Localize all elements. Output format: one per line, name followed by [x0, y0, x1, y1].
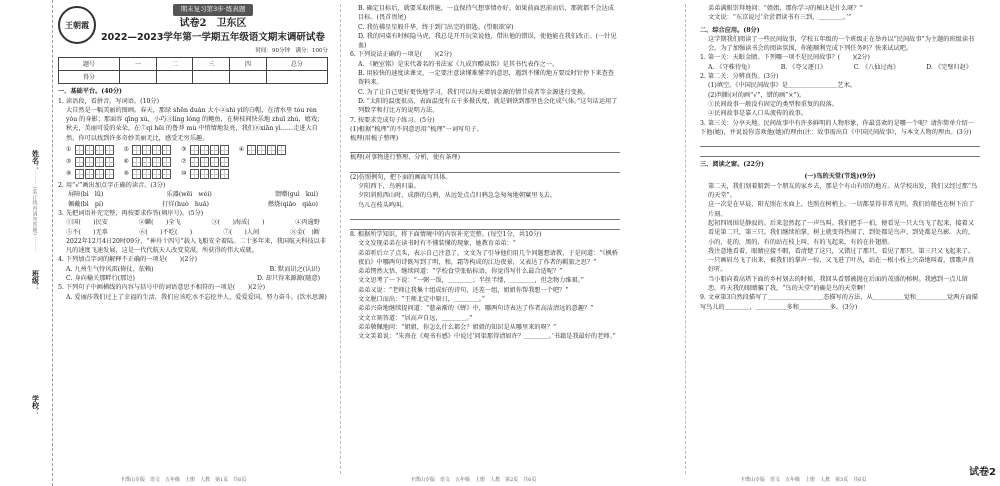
idiom-item[interactable]: ⑦( )人间 [223, 228, 260, 236]
reading-option[interactable]: 打烊(huò huā) [162, 200, 209, 208]
reading-option[interactable]: 馈赠(guì kuì) [274, 191, 318, 199]
exam-subtitle: 2022—2023学年第一学期五年级语文期末调研试卷 [101, 31, 325, 43]
q7-part-1: (1)根据“梳理”的不同意思用“梳理”一词写句子。 [350, 125, 483, 133]
idiom-item[interactable]: ①国( )民安 [66, 219, 108, 227]
q4-options-2 [58, 274, 328, 283]
q6-option-b[interactable]: B. 用较快的速度读课文，一定要注意读懂难懂字的意思，遇到不懂的地方要反时针停下来查查资料来。 [358, 70, 614, 87]
passage-title: (一)鸟的天堂(节选)(9分) [804, 173, 876, 181]
question-1: 1. 读语段，看拼音，写词语。(10分) [58, 97, 160, 105]
option-d[interactable]: D. 《完璧归赵》 [926, 63, 972, 71]
exam-number-badge: 试卷2 [969, 467, 996, 478]
pinyin-boxes-row-1 [66, 145, 328, 155]
question-4: 4. 下列加点字词的解释不正确的一项是( )(2分) [58, 256, 198, 264]
question-8: 8. 根据所学知识，将下面情境中的内容补充完整。(每空1分，共10分) [350, 230, 542, 238]
column-divider [685, 4, 686, 474]
q8-text: 弟弟又说：“老师让我集十组成好的诗句，还差一组，姐姐你帮我想一个吧？” [358, 286, 569, 294]
score-cell: 三 [193, 58, 230, 71]
q5-option-c[interactable]: C. 我仿佛星星般升华，终于到门出完的钥匙。(望眼欲穿) [358, 23, 514, 31]
answer-line[interactable] [700, 147, 980, 157]
option-a[interactable]: A. 九州生气恃风雷(倚仗、依赖) [66, 265, 154, 273]
column-3 [700, 4, 980, 474]
column-1 [58, 4, 328, 474]
idiom-row-2 [58, 228, 328, 237]
task-2: 2. 第二关：分辨真伪。(3分) [700, 73, 779, 81]
question-7: 7. 按要求完成句子练习。(5分) [350, 116, 435, 124]
idiom-item[interactable]: ⑥( )不吃( ) [139, 228, 193, 236]
passage-para: 起初四周围是静寂的。后来忽然起了一声鸟叫。我们把手一拍，便看见一只大鸟飞了起来，接着又看见第二只，第三只。我们继续拍掌，树上就变得热闹了，到处都是鸟声，到处都是鸟影。大的，小的，花的，黑的，有的站在枝上叫，有的飞起来，有的在扑翅膀。 [708, 219, 975, 246]
option-b[interactable]: B. 默而识之(认识) [269, 265, 320, 273]
q7-comb-2: 梳理(对事物进行整理、分析，使有条理) [350, 154, 461, 162]
question-3: 3. 先把词语补充完整，再按要求作答(填序号)。(5分) [58, 209, 204, 217]
q6-option-d[interactable]: D. “太阳的温度很高，表面温度有五千多摄氏度，就是钢铁到那里也会化成气体。”这句话运用了列数字和打比方的说明方法。 [358, 97, 618, 115]
score-value-row [59, 71, 328, 84]
reading-option[interactable]: 燃烧(qiāo qiào) [267, 200, 318, 208]
class-label: 班级： [31, 270, 41, 291]
reading-option[interactable]: 佩戴(bì pí) [68, 200, 104, 208]
answer-line[interactable] [700, 137, 980, 147]
q4-options-1 [58, 265, 328, 274]
score-cell[interactable] [230, 71, 267, 84]
q5-option-a[interactable]: A. 爱丽莎我们过上了幸福的生活，我们应该吃水不忘挖井人，爱爱爱国，努力奋斗。(饮水思源) [66, 293, 327, 301]
idiom-row-1 [58, 218, 328, 227]
passage-para: 第二天，我们划着船到一个朋友的家乡去，那是个有山有塔的地方。从学校出发，我们又经过那“鸟的天堂”。 [708, 182, 978, 200]
answer-box[interactable]: ⑨ [124, 169, 172, 179]
exam-header [98, 4, 328, 45]
q8-text: 文文思考了一下说：“一粥一饭，＿＿＿＿；半丝半缕，＿＿＿＿，但念物力维艰。” [358, 277, 584, 285]
answer-line[interactable] [350, 210, 620, 220]
option-d[interactable]: D. 却只得来源源(随意) [256, 275, 320, 282]
idiom-item[interactable]: ④丙逾野 [295, 219, 320, 227]
school-label: 学校： [31, 395, 41, 416]
name-label: 姓名： [31, 150, 41, 171]
answer-box[interactable]: ⑩ [181, 169, 229, 179]
section-2-title: 二、综合应用。(8分) [700, 26, 760, 34]
score-cell: 二 [156, 58, 193, 71]
example-3: 鸟儿在枝头鸣叫。 [358, 201, 408, 209]
score-cell[interactable] [156, 71, 193, 84]
task-3: 3. 第三关：分享天地。民间故事中有许多鲜明的人物形象，你最喜欢的是哪一个呢？请你简单介绍一下他(她)，并说说你喜欢他(她)的理由(注：故事需出自《中国民间故事》，与本文人物的理由。(3分) [700, 119, 974, 136]
idiom-item[interactable]: ③( )海成( ) [211, 219, 265, 227]
reading-row-1 [58, 190, 328, 199]
exam-meta: 时间：90分钟 满分：100分 [255, 48, 328, 54]
q8-text: 弟弟兴奋地继续提问道：“慈亲渐的《蝉》中，哪两句诗表达了作者高洁清远的意趣？” [358, 305, 594, 313]
q8-text: 弟弟愣然大悟，继续问道：“学校食堂张贴标语，你觉得写什么最合适呢？” [358, 268, 563, 276]
section-3-title: 三、阅读之窗。(22分) [700, 161, 764, 169]
passage-para: 我注意地看着，眼睛应接不暇，看清楚了这只，又错过了那只，看见了那只，第三只又飞起来了。一只画眉鸟飞了出来，被我们的掌声一惊，又飞进了叶丛，站在一根小枝上兴奋地叫着，那歌声真好听。 [708, 247, 975, 274]
score-cell: 四 [230, 58, 267, 71]
example-2: 夕阳斜照西山时，成群的乌鸦，从远处点点归鸦急急匆匆地朝窠里飞去。 [358, 192, 556, 200]
column-2 [350, 4, 620, 474]
option-c[interactable]: C. 身向榆关那畔行(那边) [66, 275, 135, 282]
q8-text: 文文笑着说：“朱熹在《观书有感》中说过‘问渠那得清如许？＿＿＿＿。’书籍是我最好的老师。” [358, 333, 616, 341]
exam-title: 试卷2 卫东区 [179, 17, 247, 29]
task-1-options [700, 63, 980, 72]
reading-row-2 [58, 200, 328, 209]
answer-line[interactable] [350, 143, 620, 153]
score-cell[interactable] [120, 71, 157, 84]
answer-box[interactable]: ⑥ [124, 157, 172, 167]
answer-box[interactable]: ⑧ [66, 169, 114, 179]
q8-text: 弟弟敬佩地问：“姐姐，你怎么什么都会？姐姐的知识是从哪里来的呀？” [358, 323, 557, 331]
q8-text: 弟弟满眼崇拜地问：“姐姐，那你学习的秘诀是什么呀？” [708, 5, 863, 12]
question-2: 2. 用“√”画出加点字正确的读音。(3分) [58, 182, 166, 190]
binding-strip [0, 0, 53, 486]
q8-text: 文文脱口而出：“王师北定中原日，＿＿＿＿。” [358, 296, 485, 304]
answer-box[interactable]: ⑦ [181, 157, 229, 167]
score-cell[interactable] [266, 71, 327, 84]
publisher-logo: 王朝霞 [58, 6, 96, 44]
q8-text: 弟弟听后立了点头，表示自己注意了。文文为了引导他们用几个问题想请教，于是问道：“《枫桥夜泊》中哪两句诗既写到了明，和，霜等构成的江边夜景，又表达了作者的羁旅之思？” [358, 249, 618, 266]
section-2-intro: 这学期我们阅读了一些民间故事，学校五年级的一个班级正在举办以“民间故事”为主题的班级读书会。为了加强读书会的阅读氛围，你能顺利完成下列任务吗？快来试试吧。 [708, 35, 975, 53]
answer-line[interactable] [350, 220, 620, 230]
pinyin-boxes-row-2 [66, 157, 328, 167]
judge-item-1[interactable]: ①民间故事一般没有固定的类型和重复的段落。 [708, 100, 838, 108]
score-table [58, 57, 328, 84]
passage-3: 2022年12月4日20时09分，“神舟十四号”载人飞船安全着陆。二十多年来，我国航天科技以非凡的速度飞速发展，这是一代代航天人改变荒漠，所获得的伟大成就。 [66, 237, 327, 255]
binding-notice: ⋯⋯⋯(装订线内请勿答题)⋯⋯⋯ [31, 170, 38, 252]
reading-option[interactable]: 屏障(bì lǜ) [68, 191, 104, 199]
task-2-fill: (1)填空。《中国民间故事》是＿＿＿＿＿＿＿＿艺术。 [708, 82, 856, 90]
q8-text: 文文立刻答道：“居高声自远，＿＿＿＿。” [358, 314, 473, 322]
q6-option-a[interactable]: A. 《陋室铭》是宋代著名的书法家《九成宫醴泉铭》是其书代表作之一。 [358, 60, 559, 68]
score-cell: 一 [120, 58, 157, 71]
example-1: 夕阳西下，鸟鸦归巢。 [358, 183, 420, 191]
score-cell: 总分 [266, 58, 327, 71]
answer-box[interactable]: ⑤ [66, 157, 114, 167]
idiom-item[interactable]: ⑧金( )断 [290, 228, 320, 236]
q8-text: 文文发现弟弟在读书时有不懂装懂的现象，她教育弟弟：“ [358, 240, 516, 248]
option-a[interactable]: A. 《守株待兔》 [708, 63, 754, 71]
option-c[interactable]: C. 《八仙过海》 [853, 63, 900, 71]
answer-line[interactable] [350, 163, 620, 173]
pinyin-boxes-row-3 [66, 169, 328, 179]
task-1: 1. 第一关：天眼金睛。下列哪一项不是民间故事？( )(2分) [700, 54, 870, 62]
passage-1: 大自然是一幅美丽的图画。春天，那绿 shēn duàn 大小②shì yì的白帽，在清水里 tóu rèn yǒu 的身影；那面容 qīng xù，小巧③líng lóng 的鲍鱼，在树枝间快乐地 zhuī zhú，嬉戏；秋天，美丽可爱的朵朵，在⑦qí hēi 的鲁莽 mù 中悄情地发亮，我们⑧xiān yì……走进大自然，你可以找到许多奇妙美丽无比，感受无穷乐趣。 [66, 106, 324, 142]
score-cell: 得分 [59, 71, 120, 84]
section-1-title: 一、基础平台。(40分) [58, 88, 122, 96]
question-6: 6. 下列说法正确的一项是( )(2分) [350, 51, 452, 59]
score-header-row [59, 58, 328, 71]
idiom-item[interactable]: ②麟( )全飞 [138, 219, 181, 227]
review-banner: 期末复习第3步·练真题 [173, 4, 254, 16]
idiom-item[interactable]: ⑤不( )无辜 [66, 228, 108, 236]
passage-para: 当小船向着高塔下面的乡村划去的时候，我回头看那被抛在后面的茂盛的榕树。我感到一点儿留恋。昨天我的眼睛骗了我，“鸟的天堂”的确是鸟的天堂啊！ [708, 275, 968, 293]
score-cell: 题号 [59, 58, 120, 71]
question-5: 5. 下列句子中画横线的内容与括号中的词语意思不相符的一项是( )(2分) [58, 284, 266, 292]
column-divider [340, 4, 341, 474]
q7-comb-1: 梳理(用梳子整理) [350, 135, 399, 143]
answer-box[interactable]: ④ [239, 145, 287, 155]
q5-option-b[interactable]: B. 确定目标后，就要采取措施，一直保持气想事情办好。如果前面思前而后，那就都不会达成目标。(畏首畏尾) [358, 5, 614, 22]
task-2-judge: (2)判断(对的画“√”，错的画“×”)。 [708, 91, 806, 99]
answer-box[interactable]: ③ [181, 145, 229, 155]
q7-part-2: (2)仿照例句，把下面的画面写具体。 [350, 173, 452, 181]
reading-option[interactable]: 乐器(wēi wéi) [166, 191, 212, 199]
score-cell[interactable] [193, 71, 230, 84]
answer-box[interactable]: ① [66, 145, 114, 155]
q8-text: 文文说：“东京说过‘余尝谓读书有三到，＿＿＿＿。’” [708, 14, 852, 22]
q5-option-d[interactable]: D. 我的同桌有时候隐马虎，我总是开开玩笑说他，借出他的错误，使他能在我们改正。(一针见血) [358, 32, 617, 50]
passage-para: 这一次是在早晨，阳光照在水面上，也照在树梢上。一切都显得非常光明。我们的船也在树下泊了片刻。 [708, 201, 975, 218]
question-9: 9. 文章第3自然段描写了＿＿＿＿＿＿＿＿＿态描写的方法，从＿＿＿＿＿觉和＿＿＿＿＿觉两方面描写鸟儿的＿＿＿＿，＿＿＿＿＿多和＿＿＿＿＿多。(3分) [700, 294, 978, 311]
footer-page-2: 卡璞山专版 语文 五年级 上册 人教 第2页 共6页 [410, 476, 537, 483]
judge-item-2[interactable]: ②民间故事是靠人口头流传的故事。 [708, 110, 807, 118]
option-b[interactable]: B. 《夸父逐日》 [780, 63, 827, 71]
footer-page-3: 卡璞山专版 语文 五年级 上册 人教 第3页 共6页 [740, 476, 867, 483]
q6-option-c[interactable]: C. 为了让自己更好更快地学习，我们可以每天增加金源的情节成者等金源进行变换。 [358, 88, 590, 96]
answer-box[interactable]: ② [124, 145, 172, 155]
footer-page-1: 卡璞山专版 语文 五年级 上册 人教 第1页 共6页 [120, 476, 247, 483]
